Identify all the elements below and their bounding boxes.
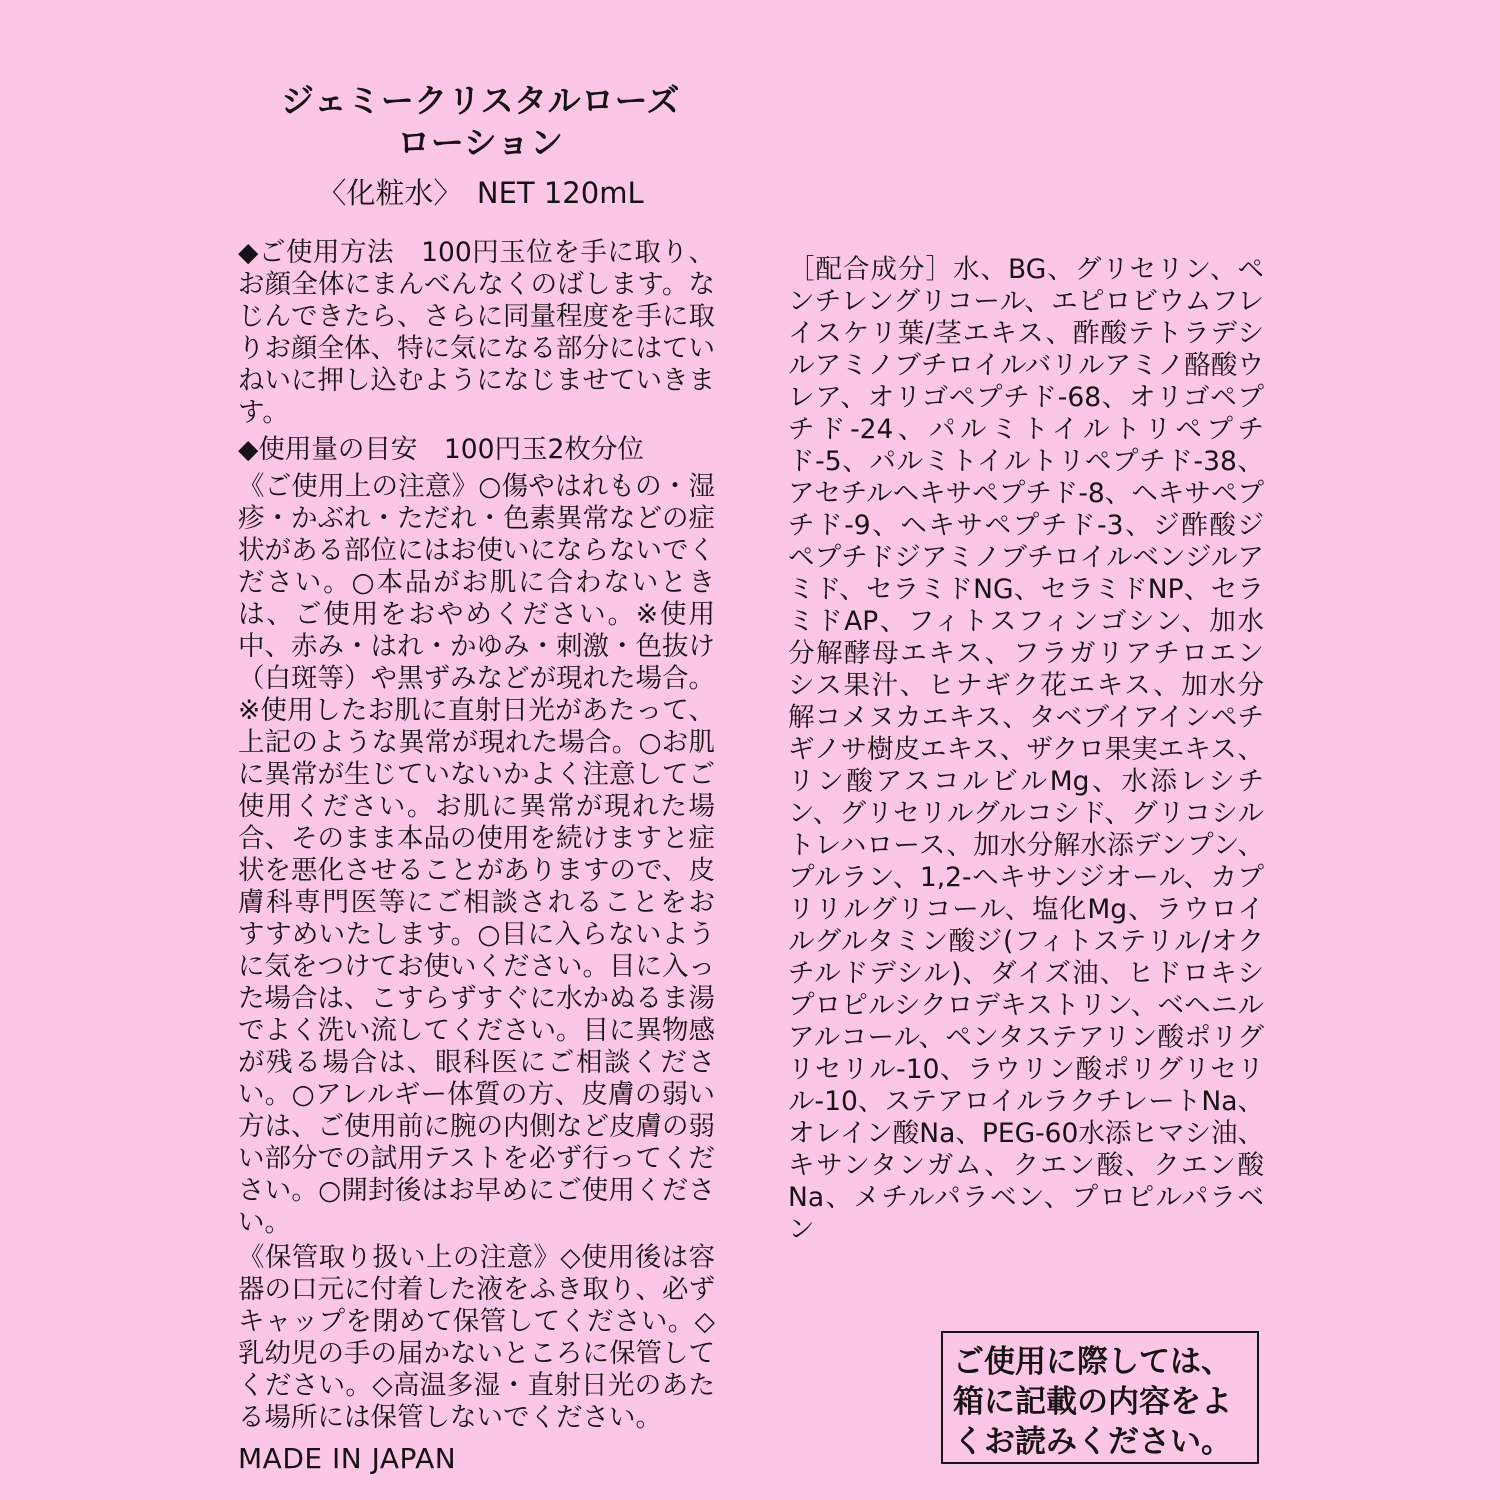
origin-label: MADE IN JAPAN xyxy=(238,1442,457,1475)
usage-directions: ◆ご使用方法 100円玉位を手に取り、お顔全体にまんべんなくのばします。なじんできたら、さらに同量程度を手に取りお顔全体、特に気になる部分にはていねいに押し込むようになじませていきます。 xyxy=(238,237,715,428)
usage-cautions: 《ご使用上の注意》○傷やはれもの・湿疹・かぶれ・ただれ・色素異常などの症状がある部位にはお使いにならないでください。○本品がお肌に合わないときは、ご使用をおやめください。※使用中、赤み・はれ・かゆみ・刺激・色抜け（白斑等）や黒ずみなどが現れた場合。※使用したお肌に直射日光があたって、上記のような異常が現れた場合。○お肌に異常が生じていないかよく注意してご使用ください。お肌に異常が現れた場合、そのまま本品の使用を続けますと症状を悪化させることがありますので、皮膚科専門医等にご相談されることをおすすめいたします。○目に入らないように気をつけてお使いください。目に入った場合は、こすらずすぐに水かぬるま湯でよく洗い流してください。目に異物感が残る場合は、眼科医にご相談ください。○アレルギー体質の方、皮膚の弱い方は、ご使用前に腕の内側など皮膚の弱い部分での試用テストを必ず行ってください。○開封後はお早めにご使用ください。 xyxy=(238,471,715,1238)
product-name xyxy=(238,80,723,164)
product-name-line2: ローション xyxy=(397,123,564,162)
product-name-line1: ジェミークリスタルローズ xyxy=(280,81,681,120)
notice-box: ご使用に際しては、箱に記載の内容をよくお読みください。 xyxy=(941,1331,1259,1464)
product-type-volume: 〈化粧水〉 NET 120mL xyxy=(317,176,644,210)
usage-amount: ◆使用量の目安 100円玉2枚分位 xyxy=(238,434,644,465)
ingredients-list: ［配合成分］水、BG、グリセリン、ペンチレングリコール、エピロビウムフレイスケリ葉/茎エキス、酢酸テトラデシルアミノブチロイルバリルアミノ酪酸ウレア、オリゴペプチド-68、オリゴペプチド-24、パルミトイルトリペプチド-5、パルミトイルトリペプチド-38、アセチルヘキサペプチド-8、ヘキサペプチド-9、ヘキサペプチド-3、ジ酢酸ジペプチドジアミノブチロイルベンジルアミド、セラミドNG、セラミドNP、セラミドAP、フィトスフィンゴシン、加水分解酵母エキス、フラガリアチロエンシス果汁、ヒナギク花エキス、加水分解コメヌカエキス、タベブイアインペチギノサ樹皮エキス、ザクロ果実エキス、リン酸アスコルビルMg、水添レシチン、グリセリルグルコシド、グリコシルトレハロース、加水分解水添デンプン、プルラン、1,2-ヘキサンジオール、カプリリルグリコール、塩化Mg、ラウロイルグルタミン酸ジ(フィトステリル/オクチルドデシル)、ダイズ油、ヒドロキシプロピルシクロデキストリン、ベヘニルアルコール、ペンタステアリン酸ポリグリセリル-10、ラウリン酸ポリグリセリル-10、ステアロイルラクチレートNa、オレイン酸Na、PEG-60水添ヒマシ油、キサンタンガム、クエン酸、クエン酸Na、メチルパラベン、プロピルパラベン xyxy=(788,254,1264,1245)
storage-cautions: 《保管取り扱い上の注意》◇使用後は容器の口元に付着した液をふき取り、必ずキャップを閉めて保管してください。◇乳幼児の手の届かないところに保管してください。◇高温多湿・直射日光のあたる場所には保管しないでください。 xyxy=(238,1242,715,1433)
usage-column xyxy=(238,237,715,1437)
